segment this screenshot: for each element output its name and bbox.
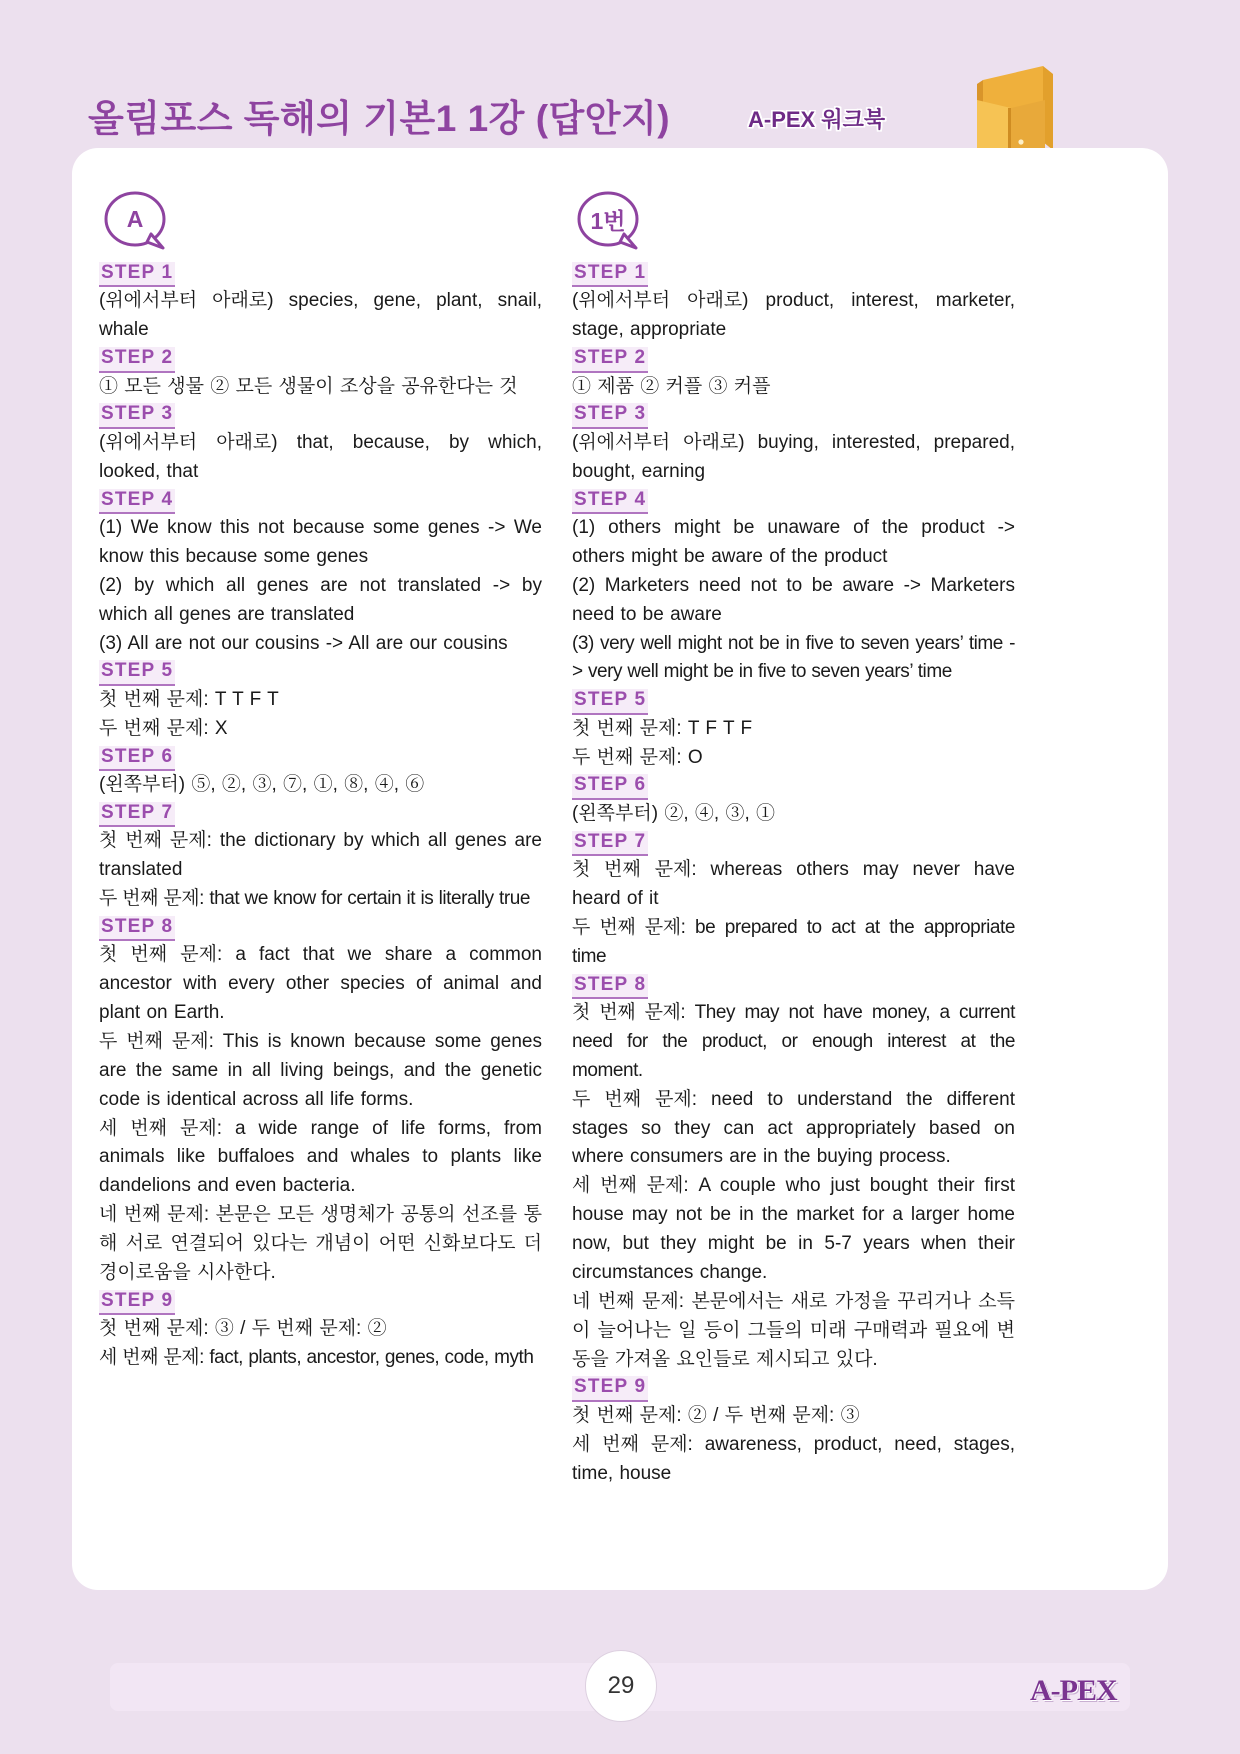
answer-line: 두 번째 문제: X <box>99 717 228 739</box>
step-heading-row <box>572 401 1015 428</box>
answer-line: 두 번째 문제: This is known because some genes are the same in all living beings, and the genetic code is identical across all life forms. <box>99 1030 542 1110</box>
step-heading: STEP 6 <box>99 746 175 771</box>
step-heading: STEP 9 <box>99 1290 175 1315</box>
step-heading-row <box>572 772 1015 799</box>
step-heading-row <box>572 829 1015 856</box>
step-heading: STEP 9 <box>572 1376 648 1401</box>
step-heading: STEP 2 <box>572 347 648 372</box>
step-heading: STEP 3 <box>99 403 175 428</box>
step-heading: STEP 8 <box>572 974 648 999</box>
step-heading-row <box>99 345 542 372</box>
step-heading: STEP 4 <box>572 489 648 514</box>
step-heading-row <box>572 260 1015 287</box>
answer-line: 세 번째 문제: a wide range of life forms, from animals like buffaloes and whales to plants like dandelions and even bacteria. <box>99 1117 542 1197</box>
step-heading: STEP 2 <box>99 347 175 372</box>
answer-line: 두 번째 문제: that we know for certain it is literally true <box>99 887 530 909</box>
answer-line: (1) others might be unaware of the product -> others might be aware of the product <box>572 517 1015 567</box>
answer-column-right <box>572 190 1015 1488</box>
answer-blocks-left <box>99 260 542 1373</box>
page-number: 29 <box>585 1650 657 1722</box>
answer-line: 네 번째 문제: 본문은 모든 생명체가 공통의 선조를 통해 서로 연결되어 있다는 개념이 어떤 신화보다도 더 경이로움을 시사한다. <box>99 1204 542 1283</box>
step-heading: STEP 7 <box>572 831 648 856</box>
answer-line: (3) very well might not be in five to seven years’ time -> very well might be in five to seven years’ time <box>572 632 1015 683</box>
answer-line: ① 모든 생물 ② 모든 생물이 조상을 공유한다는 것 <box>99 375 518 397</box>
step-heading: STEP 8 <box>99 916 175 941</box>
step-heading-row <box>572 687 1015 714</box>
answer-line: 네 번째 문제: 본문에서는 새로 가정을 꾸리거나 소득이 늘어나는 일 등이 그들의 미래 구매력과 필요에 변동을 가져올 요인들로 제시되고 있다. <box>572 1290 1015 1370</box>
answer-column-left <box>99 190 542 1373</box>
step-heading-row <box>572 487 1015 514</box>
answer-line: (위에서부터 아래로) species, gene, plant, snail, whale <box>99 290 542 341</box>
answer-line: 첫 번째 문제: T T F T <box>99 688 279 710</box>
step-heading-row <box>99 401 542 428</box>
answer-line: 첫 번째 문제: They may not have money, a current need for the product, or enough interest at the moment. <box>572 1002 1015 1081</box>
step-heading-row <box>572 345 1015 372</box>
answer-blocks-right <box>572 260 1015 1488</box>
step-heading-row <box>99 1288 542 1315</box>
step-heading-row <box>99 487 542 514</box>
answer-line: (1) We know this not because some genes -> We know this because some genes <box>99 517 542 567</box>
answer-line: (3) All are not our cousins -> All are our cousins <box>99 632 508 654</box>
answer-line: (위에서부터 아래로) buying, interested, prepared, bought, earning <box>572 431 1015 482</box>
step-heading-row <box>99 744 542 771</box>
step-heading-row <box>572 1374 1015 1401</box>
answer-sheet <box>72 148 1168 1590</box>
answer-line: 두 번째 문제: need to understand the different stages so they can act appropriately based on where consumers are in the buying process. <box>572 1088 1015 1168</box>
step-heading-row <box>572 972 1015 999</box>
answer-line: ① 제품 ② 커플 ③ 커플 <box>572 375 771 397</box>
step-heading-row <box>99 800 542 827</box>
step-heading: STEP 5 <box>572 689 648 714</box>
section-bubble-label: A <box>126 205 144 232</box>
answer-line: (위에서부터 아래로) that, because, by which, looked, that <box>99 431 542 482</box>
answer-line: 첫 번째 문제: ③ / 두 번째 문제: ② <box>99 1318 387 1340</box>
section-bubble-left <box>99 190 177 252</box>
step-heading: STEP 6 <box>572 774 648 799</box>
apex-logo: A-PEX <box>1030 1674 1117 1707</box>
answer-line: 세 번째 문제: awareness, product, need, stages, time, house <box>572 1433 1015 1484</box>
step-heading: STEP 5 <box>99 660 175 685</box>
step-heading: STEP 4 <box>99 489 175 514</box>
answer-line: (2) by which all genes are not translated -> by which all genes are translated <box>99 574 542 625</box>
answer-line: 첫 번째 문제: T F T F <box>572 717 753 739</box>
page-title: 올림포스 독해의 기본1 1강 (답안지) <box>88 98 671 139</box>
answer-line: (왼쪽부터) ⑤, ②, ③, ⑦, ①, ⑧, ④, ⑥ <box>99 773 425 795</box>
answer-line: (위에서부터 아래로) product, interest, marketer, stage, appropriate <box>572 290 1015 341</box>
answer-line: 세 번째 문제: A couple who just bought their first house may not be in the market for a larger home now, but they might be in 5-7 years when their circumstances change. <box>572 1175 1015 1283</box>
answer-line: (2) Marketers need not to be aware -> Marketers need to be aware <box>572 574 1015 625</box>
answer-line: 첫 번째 문제: a fact that we share a common ancestor with every other species of animal and plant on Earth. <box>99 944 542 1023</box>
step-heading-row <box>99 658 542 685</box>
section-bubble-label: 1번 <box>590 207 626 234</box>
answer-line: 첫 번째 문제: ② / 두 번째 문제: ③ <box>572 1404 860 1426</box>
step-heading: STEP 7 <box>99 802 175 827</box>
answer-line: 첫 번째 문제: whereas others may never have heard of it <box>572 859 1015 909</box>
workbook-badge: A-PEX 워크북 <box>748 107 886 132</box>
answer-line: (왼쪽부터) ②, ④, ③, ① <box>572 802 776 824</box>
answer-line: 첫 번째 문제: the dictionary by which all genes are translated <box>99 830 542 881</box>
section-bubble-right <box>572 190 650 252</box>
answer-line: 세 번째 문제: fact, plants, ancestor, genes, code, myth <box>99 1347 534 1369</box>
answer-line: 두 번째 문제: O <box>572 746 703 768</box>
step-heading: STEP 1 <box>99 262 175 287</box>
step-heading: STEP 1 <box>572 262 648 287</box>
step-heading-row <box>99 260 542 287</box>
page-header <box>0 0 1240 155</box>
step-heading: STEP 3 <box>572 403 648 428</box>
step-heading-row <box>99 914 542 941</box>
answer-line: 두 번째 문제: be prepared to act at the appropriate time <box>572 916 1015 967</box>
